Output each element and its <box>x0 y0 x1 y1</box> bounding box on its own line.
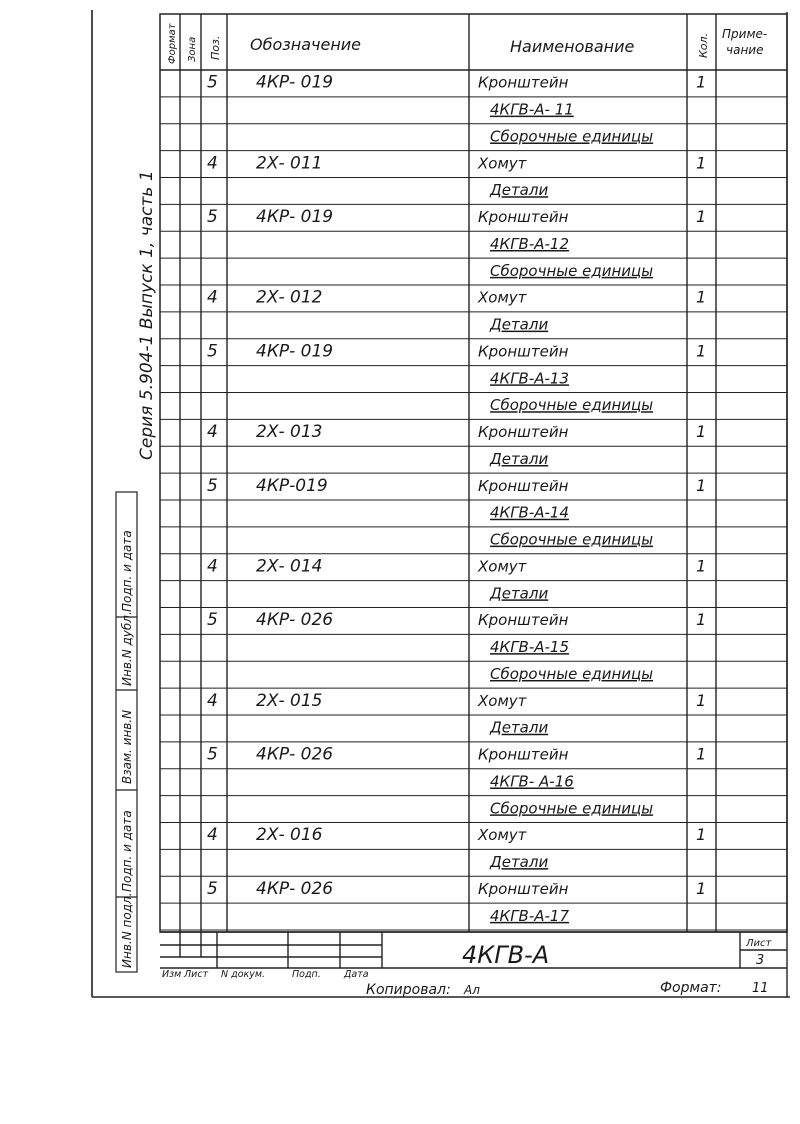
stamp-labels <box>120 530 134 968</box>
row-designation: 2Х- 013 <box>256 422 323 443</box>
table-row <box>160 719 787 742</box>
format-value: 11 <box>752 981 769 996</box>
table-row <box>160 396 787 419</box>
row-pos: 5 <box>207 207 218 228</box>
row-name: Детали <box>490 449 549 468</box>
row-pos: 4 <box>207 556 218 577</box>
row-name: Сборочные единицы <box>490 664 654 683</box>
row-pos: 5 <box>207 475 218 496</box>
row-name: Хомут <box>478 691 527 710</box>
row-name: Хомут <box>478 826 527 845</box>
row-name: Хомут <box>478 288 527 307</box>
row-name: Кронштейн <box>478 879 569 898</box>
header-qty: Кол. <box>697 32 710 58</box>
row-name: Кронштейн <box>478 745 569 764</box>
row-designation: 4КР- 026 <box>256 744 334 765</box>
row-name: Сборочные единицы <box>490 799 654 818</box>
row-name: 4КГВ-А- 11 <box>490 100 574 119</box>
row-name: Кронштейн <box>478 476 569 495</box>
table-row <box>160 153 787 177</box>
table-row <box>160 665 787 688</box>
table-row <box>160 450 787 473</box>
row-qty: 1 <box>696 690 707 710</box>
format-label: Формат: <box>660 980 722 996</box>
row-name: Детали <box>490 718 549 737</box>
row-name: Детали <box>490 315 549 334</box>
copied-label: Копировал: <box>366 982 451 998</box>
table-row <box>160 504 787 527</box>
table-row <box>160 556 787 580</box>
sheet-label: Лист <box>746 938 772 949</box>
row-name: Хомут <box>478 154 527 173</box>
table-row <box>160 181 787 204</box>
table-row <box>160 772 787 795</box>
header-pos: Поз. <box>209 35 222 60</box>
row-name: 4КГВ-А-17 <box>490 906 570 925</box>
row-name: Детали <box>490 584 549 603</box>
title-col-labels <box>162 969 369 980</box>
row-designation: 4КР- 026 <box>256 878 334 899</box>
table-row <box>160 584 787 607</box>
row-qty: 1 <box>696 825 707 845</box>
title-col-izm: Изм <box>162 969 182 980</box>
table-row <box>160 262 787 285</box>
table-row <box>160 610 787 634</box>
table-row <box>160 799 787 822</box>
title-col-ndok: N докум. <box>221 969 266 980</box>
row-designation: 4КР- 019 <box>256 341 334 362</box>
row-designation: 4КР- 019 <box>256 207 334 228</box>
title-col-data: Дата <box>344 969 369 980</box>
row-qty: 1 <box>696 475 707 495</box>
document-code: 4КГВ-А <box>462 941 550 969</box>
row-qty: 1 <box>696 287 707 307</box>
row-name: Кронштейн <box>478 423 569 442</box>
table-row <box>160 638 787 661</box>
row-name: 4КГВ-А-14 <box>490 503 570 522</box>
header-zone: Зона <box>187 36 198 62</box>
table-row <box>160 127 787 150</box>
table-row <box>160 531 787 554</box>
row-name: Сборочные единицы <box>490 530 654 549</box>
sheet-number: 3 <box>756 953 765 968</box>
row-pos: 4 <box>207 287 218 308</box>
row-designation: 4КР- 019 <box>256 72 334 93</box>
table-row <box>160 288 787 312</box>
row-qty: 1 <box>696 610 707 630</box>
row-pos: 4 <box>207 690 218 711</box>
table-row <box>160 879 787 903</box>
row-pos: 5 <box>207 878 218 899</box>
row-pos: 4 <box>207 825 218 846</box>
header-name: Наименование <box>510 37 635 56</box>
table-row <box>160 101 787 124</box>
table-row <box>160 235 787 258</box>
stamp-label-1: Инв.N подл. <box>120 892 134 968</box>
row-designation: 2Х- 016 <box>256 825 323 846</box>
row-name: 4КГВ-А-13 <box>490 369 570 388</box>
row-pos: 5 <box>207 744 218 765</box>
row-name: 4КГВ- А-16 <box>490 772 574 791</box>
row-qty: 1 <box>696 207 707 227</box>
row-name: Детали <box>490 853 549 872</box>
table-row <box>160 369 787 392</box>
row-name: Хомут <box>478 557 527 576</box>
table-row <box>160 476 787 500</box>
row-qty: 1 <box>696 556 707 576</box>
row-qty: 1 <box>696 153 707 173</box>
row-designation: 4КР-019 <box>256 475 328 496</box>
row-name: Сборочные единицы <box>490 127 654 146</box>
header-note-line1: Приме- <box>722 27 768 41</box>
row-pos: 5 <box>207 341 218 362</box>
row-name: Сборочные единицы <box>490 261 654 280</box>
row-designation: 4КР- 026 <box>256 610 334 631</box>
header-format: Формат <box>167 23 178 64</box>
title-col-podp: Подп. <box>292 969 321 980</box>
row-name: 4КГВ-А-12 <box>490 234 570 253</box>
table-row <box>160 73 787 97</box>
row-name: Кронштейн <box>478 342 569 361</box>
stamp-label-2: Подп. и дата <box>120 810 134 892</box>
stamp-label-4: Инв.N дубл. <box>120 611 134 686</box>
row-name: 4КГВ-А-15 <box>490 638 570 657</box>
series-text: Серия 5.904-1 Выпуск 1, часть 1 <box>137 170 157 460</box>
table-row <box>160 745 787 769</box>
row-designation: 2Х- 011 <box>256 153 323 174</box>
row-pos: 4 <box>207 422 218 443</box>
title-col-list: Лист <box>184 969 209 980</box>
table-row <box>160 341 787 365</box>
row-name: Кронштейн <box>478 208 569 227</box>
stamp-label-5: Подп. и дата <box>120 530 134 612</box>
row-designation: 2Х- 015 <box>256 690 323 711</box>
table-row <box>160 907 787 930</box>
row-qty: 1 <box>696 878 707 898</box>
row-name: Кронштейн <box>478 73 569 92</box>
table-row <box>160 316 787 339</box>
table-row <box>160 853 787 876</box>
row-name: Детали <box>490 181 549 200</box>
row-designation: 2Х- 014 <box>256 556 323 577</box>
row-qty: 1 <box>696 744 707 764</box>
row-pos: 5 <box>207 72 218 93</box>
stamp-label-3: Взам. инв.N <box>120 709 134 784</box>
row-name: Кронштейн <box>478 611 569 630</box>
row-pos: 5 <box>207 610 218 631</box>
row-qty: 1 <box>696 72 707 92</box>
row-pos: 4 <box>207 153 218 174</box>
header-note-line2: чание <box>726 43 764 57</box>
header-designation: Обозначение <box>250 35 362 54</box>
copied-value: Ал <box>464 983 480 997</box>
table-row <box>160 207 787 231</box>
table-row <box>160 422 787 446</box>
row-qty: 1 <box>696 422 707 442</box>
row-qty: 1 <box>696 341 707 361</box>
row-designation: 2Х- 012 <box>256 287 323 308</box>
table-row <box>160 825 787 849</box>
table-row <box>160 691 787 715</box>
row-name: Сборочные единицы <box>490 396 654 415</box>
rows-layer <box>160 73 787 930</box>
